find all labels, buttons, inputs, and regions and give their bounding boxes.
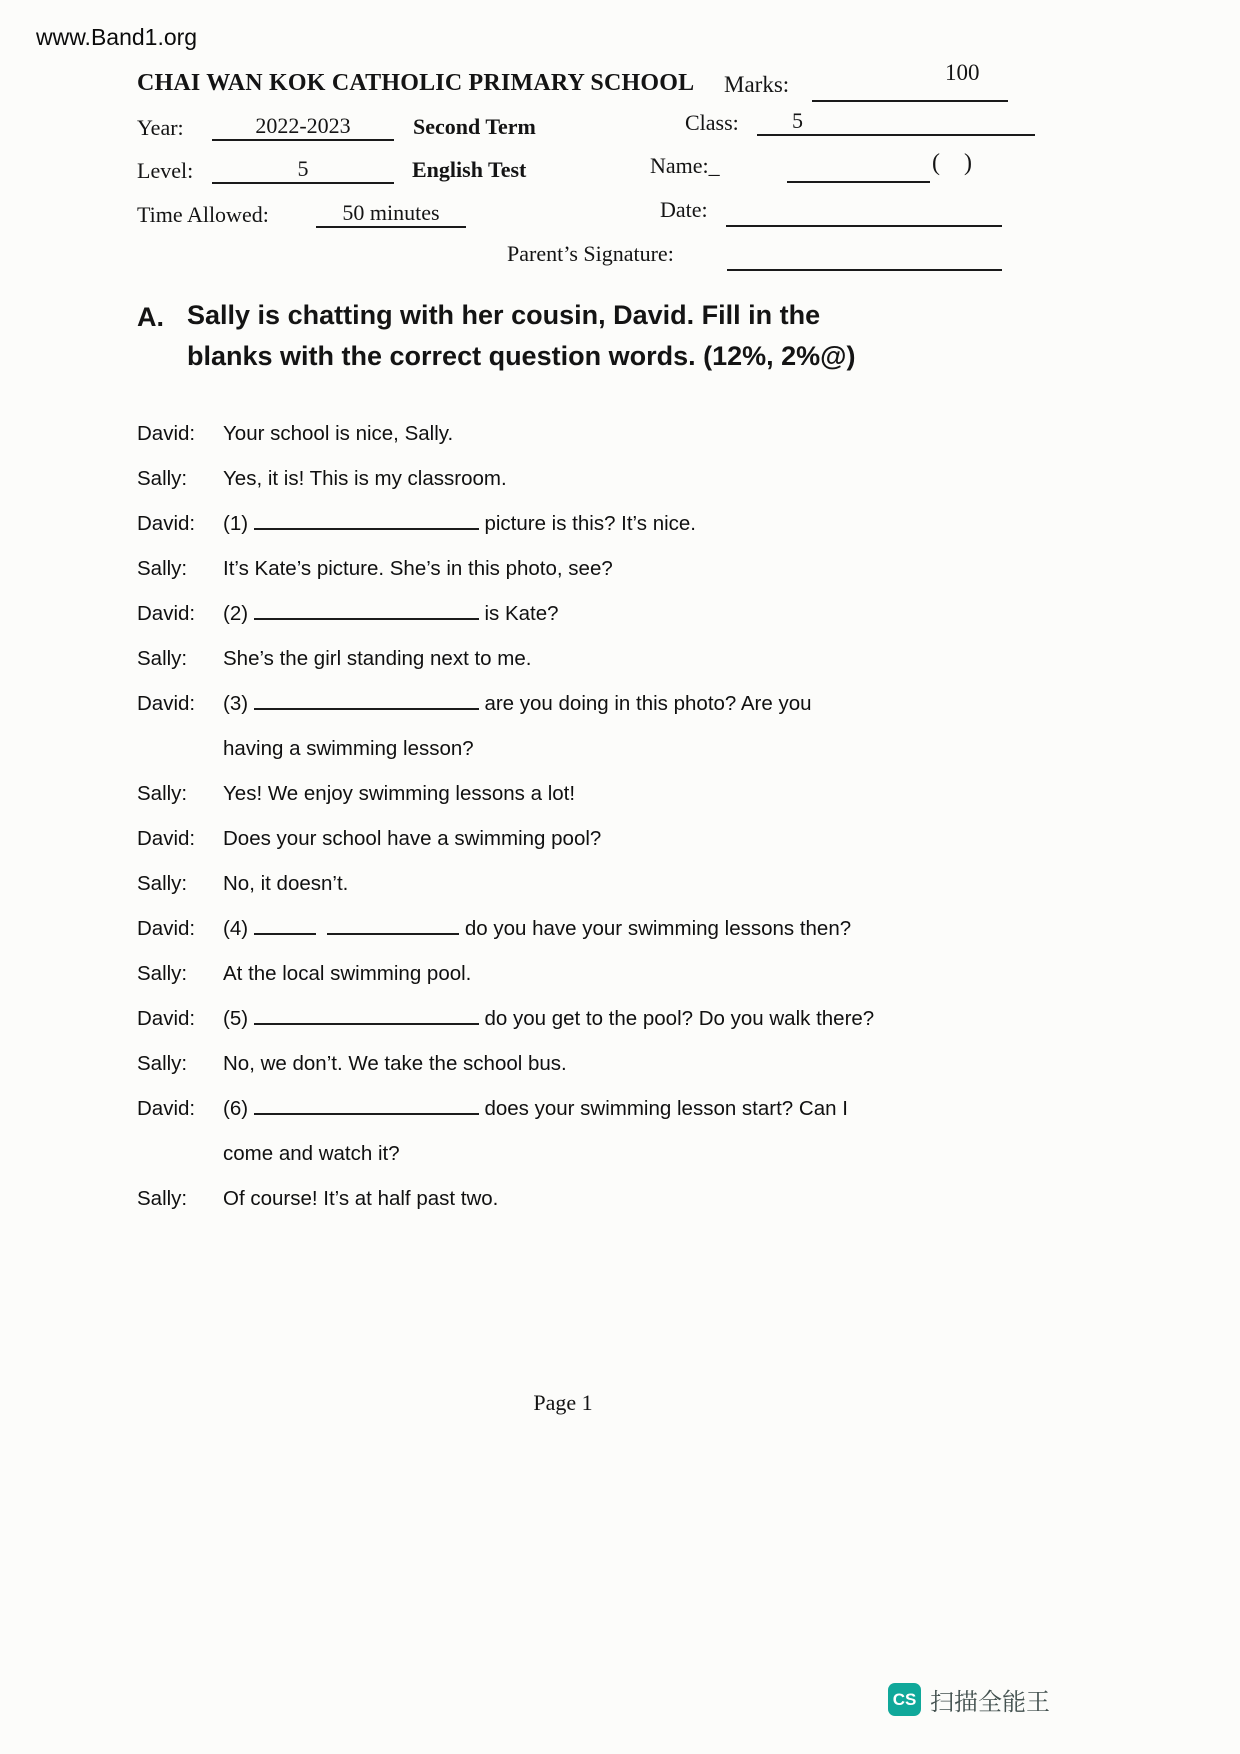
dialogue-text: [223, 692, 1122, 716]
class-label: Class:: [685, 110, 739, 135]
time-allowed-value: 50 minutes: [316, 198, 466, 228]
dialogue-speaker: Sally:: [137, 647, 188, 670]
dialogue-text-segment: Your school is nice, Sally.: [223, 422, 454, 445]
level-label: Level:: [137, 158, 194, 183]
dialogue-text: [223, 1052, 1122, 1076]
dialogue-text-segment: having a swimming lesson?: [223, 737, 474, 760]
dialogue-text-segment: are you doing in this photo? Are you: [478, 692, 812, 715]
dialogue-text-segment: Does your school have a swimming pool?: [223, 827, 602, 850]
dialogue-line: [137, 962, 1122, 986]
fill-in-blank: [327, 917, 459, 935]
section-title-line1: Sally is chatting with her cousin, David. Fill in the: [187, 300, 821, 330]
camscanner-badge-icon: CS: [888, 1683, 921, 1716]
dialogue-text-segment: [316, 917, 327, 940]
fill-in-blank: [254, 692, 479, 710]
subject-label: English Test: [412, 157, 527, 182]
dialogue-speaker: David:: [137, 692, 196, 715]
fill-in-blank: [254, 512, 479, 530]
dialogue-line: [137, 1142, 1122, 1166]
dialogue-text: [223, 1187, 1122, 1211]
dialogue-text-segment: picture is this? It’s nice.: [478, 512, 696, 535]
dialogue-text: [223, 647, 1122, 671]
school-name: CHAI WAN KOK CATHOLIC PRIMARY SCHOOL: [137, 70, 695, 96]
dialogue-text: [223, 422, 1122, 446]
parent-signature-underline: [727, 241, 1002, 271]
dialogue-line: [137, 422, 1122, 446]
dialogue-text: [223, 467, 1122, 491]
camscanner-label: 扫描全能王: [930, 1688, 1050, 1716]
dialogue-text-segment: is Kate?: [478, 602, 559, 625]
class-value: 5: [757, 106, 1035, 136]
term-label: Second Term: [413, 114, 536, 139]
fill-in-blank: [254, 1007, 479, 1025]
fill-in-blank: [254, 602, 479, 620]
dialogue-text-segment: (4): [223, 917, 254, 940]
dialogue-speaker: Sally:: [137, 782, 188, 805]
name-brackets: ( ): [932, 150, 972, 176]
dialogue-text: [223, 1142, 1122, 1166]
dialogue-text-segment: (6): [223, 1097, 254, 1120]
dialogue-text: [223, 962, 1122, 986]
dialogue-text-segment: (5): [223, 1007, 254, 1030]
dialogue-text-segment: (2): [223, 602, 254, 625]
dialogue-line: [137, 1097, 1122, 1121]
dialogue-speaker: David:: [137, 602, 196, 625]
dialogue-speaker: Sally:: [137, 557, 188, 580]
name-underline: [787, 153, 930, 183]
dialogue-speaker: David:: [137, 827, 196, 850]
dialogue-speaker: Sally:: [137, 962, 188, 985]
dialogue-line: [137, 647, 1122, 671]
section-letter: A.: [137, 302, 164, 332]
dialogue-line: [137, 557, 1122, 581]
marks-label: Marks:: [724, 72, 790, 97]
dialogue-speaker: Sally:: [137, 467, 188, 490]
dialogue-text-segment: It’s Kate’s picture. She’s in this photo, see?: [223, 557, 613, 580]
dialogue-line: [137, 467, 1122, 491]
dialogue-text-segment: No, we don’t. We take the school bus.: [223, 1052, 567, 1075]
dialogue-line: [137, 1187, 1122, 1211]
dialogue-text: [223, 737, 1122, 761]
name-label: Name:_: [650, 153, 720, 178]
dialogue-line: [137, 917, 1122, 941]
dialogue-text-segment: does your swimming lesson start? Can I: [478, 1097, 848, 1120]
dialogue-text-segment: do you get to the pool? Do you walk there?: [478, 1007, 875, 1030]
dialogue-line: [137, 692, 1122, 716]
dialogue-text-segment: come and watch it?: [223, 1142, 400, 1165]
dialogue-text: [223, 872, 1122, 896]
marks-value: 100: [945, 60, 980, 85]
dialogue-line: [137, 827, 1122, 851]
date-underline: [726, 197, 1002, 227]
dialogue-text-segment: Of course! It’s at half past two.: [223, 1187, 499, 1210]
dialogue-text-segment: No, it doesn’t.: [223, 872, 349, 895]
dialogue-text: [223, 1007, 1122, 1031]
dialogue-text-segment: Yes! We enjoy swimming lessons a lot!: [223, 782, 576, 805]
scanner-watermark: [888, 1682, 1050, 1717]
dialogue: [137, 422, 1122, 1232]
watermark: www.Band1.org: [36, 24, 198, 50]
dialogue-text: [223, 782, 1122, 806]
time-allowed-label: Time Allowed:: [137, 202, 269, 227]
dialogue-speaker: David:: [137, 512, 196, 535]
dialogue-speaker: David:: [137, 422, 196, 445]
fill-in-blank: [254, 917, 316, 935]
dialogue-speaker: Sally:: [137, 1052, 188, 1075]
dialogue-line: [137, 1007, 1122, 1031]
dialogue-line: [137, 872, 1122, 896]
year-value: 2022-2023: [212, 111, 394, 141]
year-label: Year:: [137, 115, 184, 140]
fill-in-blank: [254, 1097, 479, 1115]
dialogue-text-segment: Yes, it is! This is my classroom.: [223, 467, 507, 490]
dialogue-text: [223, 917, 1122, 941]
dialogue-text: [223, 827, 1122, 851]
level-value: 5: [212, 154, 394, 184]
dialogue-text: [223, 512, 1122, 536]
dialogue-text-segment: She’s the girl standing next to me.: [223, 647, 532, 670]
dialogue-line: [137, 602, 1122, 626]
dialogue-line: [137, 512, 1122, 536]
dialogue-text: [223, 602, 1122, 626]
dialogue-text-segment: (1): [223, 512, 254, 535]
date-label: Date:: [660, 197, 708, 222]
dialogue-text-segment: (3): [223, 692, 254, 715]
page-number: Page 1: [533, 1390, 593, 1415]
dialogue-text: [223, 557, 1122, 581]
dialogue-line: [137, 782, 1122, 806]
dialogue-line: [137, 1052, 1122, 1076]
dialogue-text-segment: do you have your swimming lessons then?: [459, 917, 852, 940]
parent-signature-label: Parent’s Signature:: [507, 241, 674, 266]
dialogue-speaker: David:: [137, 1007, 196, 1030]
dialogue-speaker: Sally:: [137, 872, 188, 895]
dialogue-text: [223, 1097, 1122, 1121]
dialogue-speaker: Sally:: [137, 1187, 188, 1210]
section-title-line2: blanks with the correct question words. (12%, 2%@): [187, 341, 856, 371]
dialogue-line: [137, 737, 1122, 761]
dialogue-speaker: David:: [137, 1097, 196, 1120]
dialogue-text-segment: At the local swimming pool.: [223, 962, 472, 985]
dialogue-speaker: David:: [137, 917, 196, 940]
